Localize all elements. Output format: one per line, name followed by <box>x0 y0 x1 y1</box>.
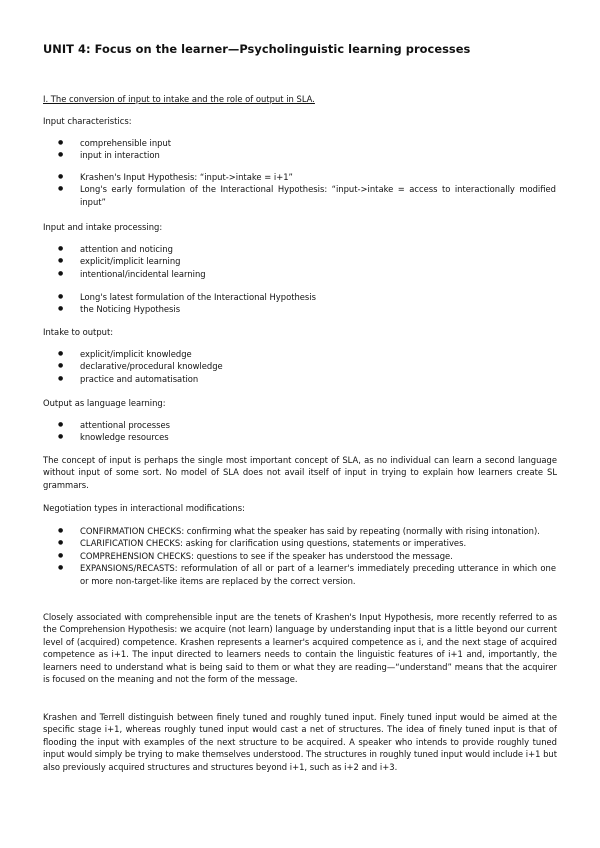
input-characteristics-list-2 <box>0 171 600 208</box>
list-item: ● EXPANSIONS/RECASTS: reformulation of all or part of a learner's immediately preceding utterance in which one or more non-target-like items are replaced by the correct version. <box>0 562 556 587</box>
list-item: ● CONFIRMATION CHECKS: confirming what the speaker has said by repeating (normally with rising intonation). <box>0 525 556 537</box>
list-item: ● CLARIFICATION CHECKS: asking for clarification using questions, statements or imperatives. <box>0 537 556 549</box>
list-item: ● attentional processes <box>0 419 600 431</box>
list-item: ● Long's early formulation of the Interactional Hypothesis: “input->intake = access to interactionally modified input” <box>0 183 556 208</box>
list-item: ● Krashen's Input Hypothesis: “input->intake = i+1” <box>0 171 556 183</box>
list-item: ● the Noticing Hypothesis <box>0 303 600 315</box>
list-item: ● Long's latest formulation of the Interactional Hypothesis <box>0 291 600 303</box>
output-learning-label: Output as language learning: <box>43 398 166 408</box>
paragraph-input-concept: The concept of input is perhaps the single most important concept of SLA, as no individual can learn a second language without input of some sort. No model of SLA does not avail itself of input in trying to explain how learners create SL grammars. <box>43 455 557 490</box>
negotiation-list <box>0 525 600 587</box>
section-heading: I. The conversion of input to intake and the role of output in SLA. <box>43 94 315 104</box>
list-item: ● explicit/implicit learning <box>0 255 600 267</box>
intake-to-output-list <box>0 348 600 385</box>
paragraph-tuned-input: Krashen and Terrell distinguish between finely tuned and roughly tuned input. Finely tuned input would be aimed at the specific stage i+1, whereas roughly tuned input would cast a net of structures. The idea of finely tuned input is that of flooding the input with examples of the next structure to be acquired. A speaker who intends to provide roughly tuned input would simply be trying to make themselves understood. The structures in roughly tuned input would include i+1 but also previously acquired structures and structures beyond i+1, such as i+2 and i+3. <box>43 712 557 772</box>
list-item: ● declarative/procedural knowledge <box>0 360 600 372</box>
input-characteristics-label: Input characteristics: <box>43 116 132 126</box>
list-item: ● attention and noticing <box>0 243 600 255</box>
input-intake-processing-list-1 <box>0 243 600 280</box>
list-item: ● COMPREHENSION CHECKS: questions to see if the speaker has understood the message. <box>0 550 556 562</box>
list-item: ● input in interaction <box>0 149 600 161</box>
list-item: ● practice and automatisation <box>0 373 600 385</box>
list-item: ● knowledge resources <box>0 431 600 443</box>
input-characteristics-list-1 <box>0 137 600 162</box>
list-item: ● explicit/implicit knowledge <box>0 348 600 360</box>
page-title: UNIT 4: Focus on the learner—Psycholinguistic learning processes <box>43 42 471 56</box>
list-item: ● comprehensible input <box>0 137 600 149</box>
list-item: ● intentional/incidental learning <box>0 268 600 280</box>
negotiation-label: Negotiation types in interactional modifications: <box>43 503 245 513</box>
paragraph-input-hypothesis: Closely associated with comprehensible input are the tenets of Krashen's Input Hypothesis, more recently referred to as the Comprehension Hypothesis: we acquire (not learn) language by understanding input that is a little beyond our current level of (acquired) competence. Krashen represents a learner's acquired competence as i, and the next stage of acquired competence as i+1. The input directed to learners needs to contain the linguistic features of i+1 and, importantly, the learners need to understand what is being said to them or what they are reading—“understand” means that the acquirer is focused on the meaning and not the form of the message. <box>43 612 557 685</box>
output-learning-list <box>0 419 600 444</box>
input-intake-processing-list-2 <box>0 291 600 316</box>
intake-to-output-label: Intake to output: <box>43 327 114 337</box>
input-intake-processing-label: Input and intake processing: <box>43 222 163 232</box>
